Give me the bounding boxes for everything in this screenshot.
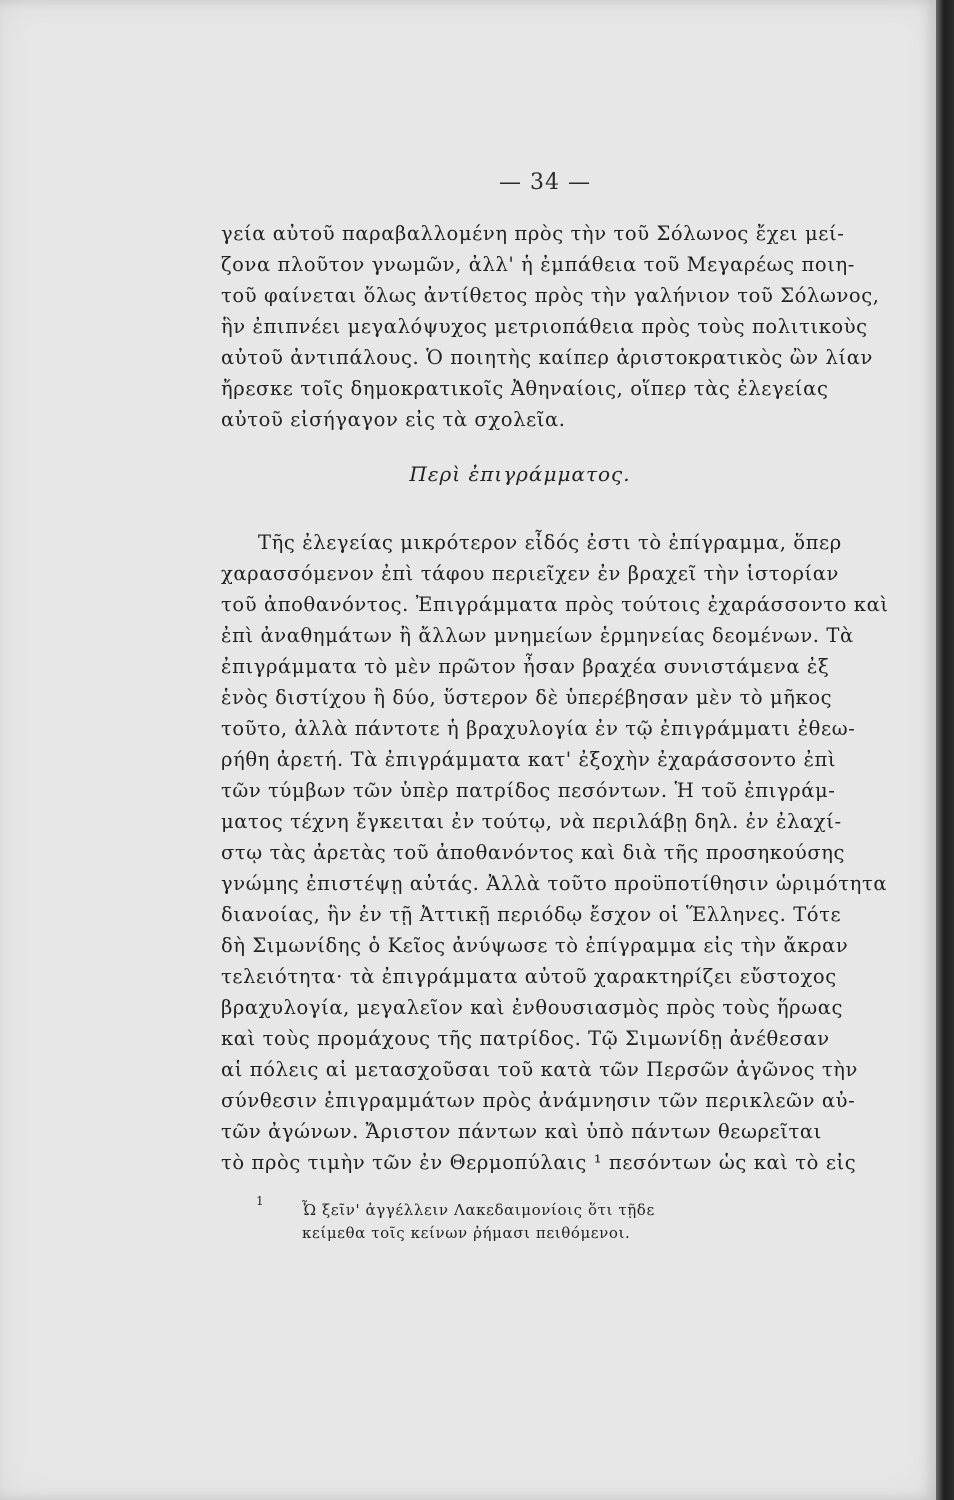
text-line: ἤρεσκε τοῖς δημοκρατικοῖς Ἀθηναίοις, οἵπερ τὰς ἐλεγείας — [221, 377, 829, 400]
text-line: ἐπιγράμματα τὸ μὲν πρῶτον ἦσαν βραχέα συνιστάμενα ἐξ — [221, 655, 830, 678]
footnote-line: Ὦ ξεῖν' ἀγγέλλειν Λακεδαιμονίοις ὅτι τῇδε — [302, 1201, 655, 1219]
text-line: τοῦ ἀποθανόντος. Ἐπιγράμματα πρὸς τούτοις ἐχαράσσοντο καὶ — [221, 593, 889, 616]
text-line: στῳ τὰς ἀρετὰς τοῦ ἀποθανόντος καὶ διὰ τῆς προσηκούσης — [221, 841, 846, 864]
text-line: ρήθη ἀρετή. Τὰ ἐπιγράμματα κατ' ἐξοχὴν ἐχαράσσοντο ἐπὶ — [221, 748, 837, 771]
book-spine-edge — [936, 0, 954, 1500]
footnote-mark: 1 — [256, 1194, 265, 1208]
text-line: ζονα πλοῦτον γνωμῶν, ἀλλ' ἡ ἐμπάθεια τοῦ Μεγαρέως ποιη- — [221, 253, 855, 276]
page-number: — 34 — — [499, 170, 591, 195]
text-line: τοῦτο, ἀλλὰ πάντοτε ἡ βραχυλογία ἐν τῷ ἐπιγράμματι ἐθεω- — [221, 717, 856, 740]
text-line: ἐπὶ ἀναθημάτων ἢ ἄλλων μνημείων ἑρμηνείας δεομένων. Τὰ — [221, 624, 854, 647]
text-line: αἱ πόλεις αἱ μετασχοῦσαι τοῦ κατὰ τῶν Περσῶν ἀγῶνος τὴν — [221, 1058, 859, 1081]
text-line: ματος τέχνη ἔγκειται ἐν τούτῳ, νὰ περιλάβῃ δηλ. ἐν ἐλαχί- — [221, 810, 842, 833]
text-line: χαρασσόμενον ἐπὶ τάφου περιεῖχεν ἐν βραχεῖ τὴν ἱστορίαν — [221, 562, 839, 585]
text-line: ἣν ἐπιπνέει μεγαλόψυχος μετριοπάθεια πρὸς τοὺς πολιτικοὺς — [221, 315, 868, 338]
text-line: γνώμης ἐπιστέψῃ αὐτάς. Ἀλλὰ τοῦτο προϋποτίθησιν ὡριμότητα — [221, 872, 888, 895]
text-line: Τῆς ἐλεγείας μικρότερον εἶδός ἐστι τὸ ἐπίγραμμα, ὅπερ — [258, 531, 842, 554]
text-line: τῶν ἀγώνων. Ἄριστον πάντων καὶ ὑπὸ πάντων θεωρεῖται — [221, 1120, 822, 1143]
text-line: βραχυλογία, μεγαλεῖον καὶ ἐνθουσιασμὸς πρὸς τοὺς ἥρωας — [221, 996, 844, 1019]
text-line: δὴ Σιμωνίδης ὁ Κεῖος ἀνύψωσε τὸ ἐπίγραμμα εἰς τὴν ἄκραν — [221, 934, 849, 957]
footnote-line: κείμεθα τοῖς κείνων ῥήμασι πειθόμενοι. — [302, 1224, 631, 1242]
text-line: ἑνὸς διστίχου ἢ δύο, ὕστερον δὲ ὑπερέβησαν μὲν τὸ μῆκος — [221, 686, 833, 709]
text-line: τῶν τύμβων τῶν ὑπὲρ πατρίδος πεσόντων. Ἡ τοῦ ἐπιγράμ- — [221, 779, 836, 802]
text-line: διανοίας, ἣν ἐν τῇ Ἀττικῇ περιόδῳ ἔσχον οἱ Ἕλληνες. Τότε — [221, 903, 842, 926]
section-heading: Περὶ ἐπιγράμματος. — [409, 462, 631, 486]
text-line: αὐτοῦ ἀντιπάλους. Ὁ ποιητὴς καίπερ ἀριστοκρατικὸς ὢν λίαν — [221, 346, 873, 369]
text-line: καὶ τοὺς προμάχους τῆς πατρίδος. Τῷ Σιμωνίδῃ ἀνέθεσαν — [221, 1027, 830, 1050]
text-line: τὸ πρὸς τιμὴν τῶν ἐν Θερμοπύλαις ¹ πεσόντων ὡς καὶ τὸ εἰς — [221, 1151, 857, 1174]
text-line: σύνθεσιν ἐπιγραμμάτων πρὸς ἀνάμνησιν τῶν περικλεῶν αὐ- — [221, 1089, 856, 1112]
text-line: τελειότητα· τὰ ἐπιγράμματα αὐτοῦ χαρακτηρίζει εὔστοχος — [221, 965, 837, 988]
text-line: γεία αὐτοῦ παραβαλλομένη πρὸς τὴν τοῦ Σόλωνος ἔχει μεί- — [221, 222, 845, 245]
text-line: τοῦ φαίνεται ὅλως ἀντίθετος πρὸς τὴν γαλήνιον τοῦ Σόλωνος, — [221, 284, 880, 307]
text-line: αὐτοῦ εἰσήγαγον εἰς τὰ σχολεῖα. — [221, 408, 566, 431]
